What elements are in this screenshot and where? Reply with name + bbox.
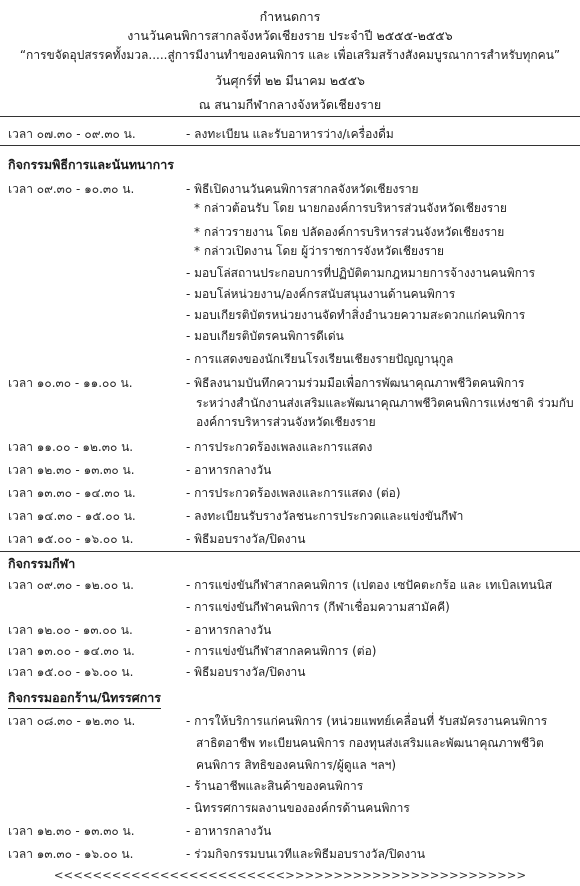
schedule-item: - อาหารกลางวัน: [186, 463, 272, 477]
schedule-subitem: * กล่าวต้อนรับ โดย นายกองค์การบริหารส่วนจังหวัดเชียงราย: [194, 201, 507, 215]
schedule-item: - การให้บริการแก่คนพิการ (หน่วยแพทย์เคลื่อนที่ รับสมัครงานคนพิการ: [186, 714, 548, 728]
schedule-time: เวลา ๑๒.๐๐ - ๑๓.๐๐ น.: [8, 623, 133, 637]
schedule-item-continued: ระหว่างสำนักงานส่งเสริมและพัฒนาคุณภาพชีวิตคนพิการแห่งชาติ ร่วมกับ: [196, 396, 574, 410]
schedule-time: เวลา ๑๓.๓๐ - ๑๔.๓๐ น.: [8, 486, 136, 500]
schedule-item: - ลงทะเบียนรับรางวัลชนะการประกวดและแข่งขันกีฬา: [186, 509, 464, 523]
schedule-item: - การแข่งขันกีฬาสากลคนพิการ (เปตอง เซปัคตะกร้อ และ เทเบิลเทนนิส: [186, 578, 553, 592]
schedule-item: - การประกวดร้องเพลงและการแสดง (ต่อ): [186, 486, 401, 500]
schedule-item: - มอบเกียรติบัตรหน่วยงานจัดทำสิ่งอำนวยความสะดวกแก่คนพิการ: [186, 308, 526, 322]
schedule-time: เวลา ๑๒.๓๐ - ๑๓.๓๐ น.: [8, 824, 135, 838]
schedule-item-continued: สาธิตอาชีพ ทะเบียนคนพิการ กองทุนส่งเสริมและพัฒนาคุณภาพชีวิต: [196, 736, 544, 750]
doc-heading: กำหนดการ: [259, 9, 321, 24]
registration-item: - ลงทะเบียน และรับอาหารว่าง/เครื่องดื่ม: [186, 127, 394, 141]
schedule-item: - การประกวดร้องเพลงและการแสดง: [186, 440, 373, 454]
schedule-item: - การแข่งขันกีฬาสากลคนพิการ (ต่อ): [186, 644, 377, 658]
schedule-time: เวลา ๑๑.๐๐ - ๑๒.๓๐ น.: [8, 440, 134, 454]
schedule-item-continued: องค์การบริหารส่วนจังหวัดเชียงราย: [196, 415, 376, 429]
schedule-time: เวลา ๑๕.๐๐ - ๑๖.๐๐ น.: [8, 665, 134, 679]
event-slogan: “การขจัดอุปสรรคทั้งมวล.....สู่การมีงานทำของคนพิการ และ เพื่อเสริมสร้างสังคมบูรณาการสำหรับทุกคน”: [19, 48, 561, 62]
schedule-item: - อาหารกลางวัน: [186, 824, 272, 838]
event-date: วันศุกร์ที่ ๒๒ มีนาคม ๒๕๕๖: [215, 73, 365, 88]
schedule-item: - พิธีลงนามบันทึกความร่วมมือเพื่อการพัฒนาคุณภาพชีวิตคนพิการ: [186, 376, 525, 390]
schedule-item: - นิทรรศการผลงานขององค์กรด้านคนพิการ: [186, 801, 410, 815]
schedule-item: - พิธีเปิดงานวันคนพิการสากลจังหวัดเชียงราย: [186, 182, 419, 196]
section-sports-title: กิจกรรมกีฬา: [8, 556, 76, 571]
schedule-time: เวลา ๑๓.๓๐ - ๑๖.๐๐ น.: [8, 847, 134, 861]
section-divider: [0, 551, 580, 552]
schedule-time: เวลา ๐๙.๓๐ - ๑๐.๓๐ น.: [8, 182, 135, 196]
schedule-item: - พิธีมอบรางวัล/ปิดงาน: [186, 532, 306, 546]
schedule-item: - การแสดงของนักเรียนโรงเรียนเชียงรายปัญญานุกูล: [186, 352, 454, 366]
schedule-time: เวลา ๐๘.๓๐ - ๑๒.๓๐ น.: [8, 714, 136, 728]
schedule-item: - มอบโล่หน่วยงาน/องค์กรสนับสนุนงานด้านคนพิการ: [186, 287, 456, 301]
event-title: งานวันคนพิการสากลจังหวัดเชียงราย ประจำปี ๒๕๕๕-๒๕๕๖: [127, 28, 453, 43]
schedule-subitem: * กล่าวเปิดงาน โดย ผู้ว่าราชการจังหวัดเชียงราย: [194, 244, 445, 258]
schedule-item: - ร่วมกิจกรรมบนเวทีและพิธีมอบรางวัล/ปิดงาน: [186, 847, 426, 861]
schedule-time: เวลา ๑๒.๓๐ - ๑๓.๓๐ น.: [8, 463, 135, 477]
footer-ornament: <<<<<<<<<<<<<<<<<<<<<<<<>>>>>>>>>>>>>>>>>>>>>>>>>: [53, 868, 527, 882]
schedule-subitem: * กล่าวรายงาน โดย ปลัดองค์การบริหารส่วนจังหวัดเชียงราย: [194, 225, 505, 239]
schedule-time: เวลา ๑๔.๓๐ - ๑๕.๐๐ น.: [8, 509, 136, 523]
schedule-item: - ร้านอาชีพและสินค้าของคนพิการ: [186, 779, 364, 793]
schedule-item: - มอบเกียรติบัตรคนพิการดีเด่น: [186, 329, 344, 343]
registration-divider: [0, 145, 580, 146]
header-divider: [0, 116, 580, 117]
section-ceremony-title: กิจกรรมพิธีการและนันทนาการ: [8, 157, 174, 172]
schedule-item: - พิธีมอบรางวัล/ปิดงาน: [186, 665, 306, 679]
schedule-time: เวลา ๐๙.๓๐ - ๑๒.๐๐ น.: [8, 578, 134, 592]
schedule-time: เวลา ๑๐.๓๐ - ๑๑.๐๐ น.: [8, 376, 133, 390]
event-venue: ณ สนามกีฬากลางจังหวัดเชียงราย: [198, 97, 382, 112]
section-exhibition-title: กิจกรรมออกร้าน/นิทรรศการ: [8, 688, 161, 709]
schedule-item-continued: คนพิการ สิทธิของคนพิการ/ผู้ดูแล ฯลฯ): [196, 758, 397, 772]
schedule-time: เวลา ๑๕.๐๐ - ๑๖.๐๐ น.: [8, 532, 134, 546]
schedule-item: - อาหารกลางวัน: [186, 623, 272, 637]
schedule-item: - การแข่งขันกีฬาคนพิการ (กีฬาเชื่อมความสามัคคี): [186, 600, 450, 614]
registration-time: เวลา ๐๗.๓๐ - ๐๙.๓๐ น.: [8, 127, 136, 141]
schedule-item: - มอบโล่สถานประกอบการที่ปฏิบัติตามกฎหมายการจ้างงานคนพิการ: [186, 266, 536, 280]
schedule-time: เวลา ๑๓.๐๐ - ๑๔.๓๐ น.: [8, 644, 135, 658]
